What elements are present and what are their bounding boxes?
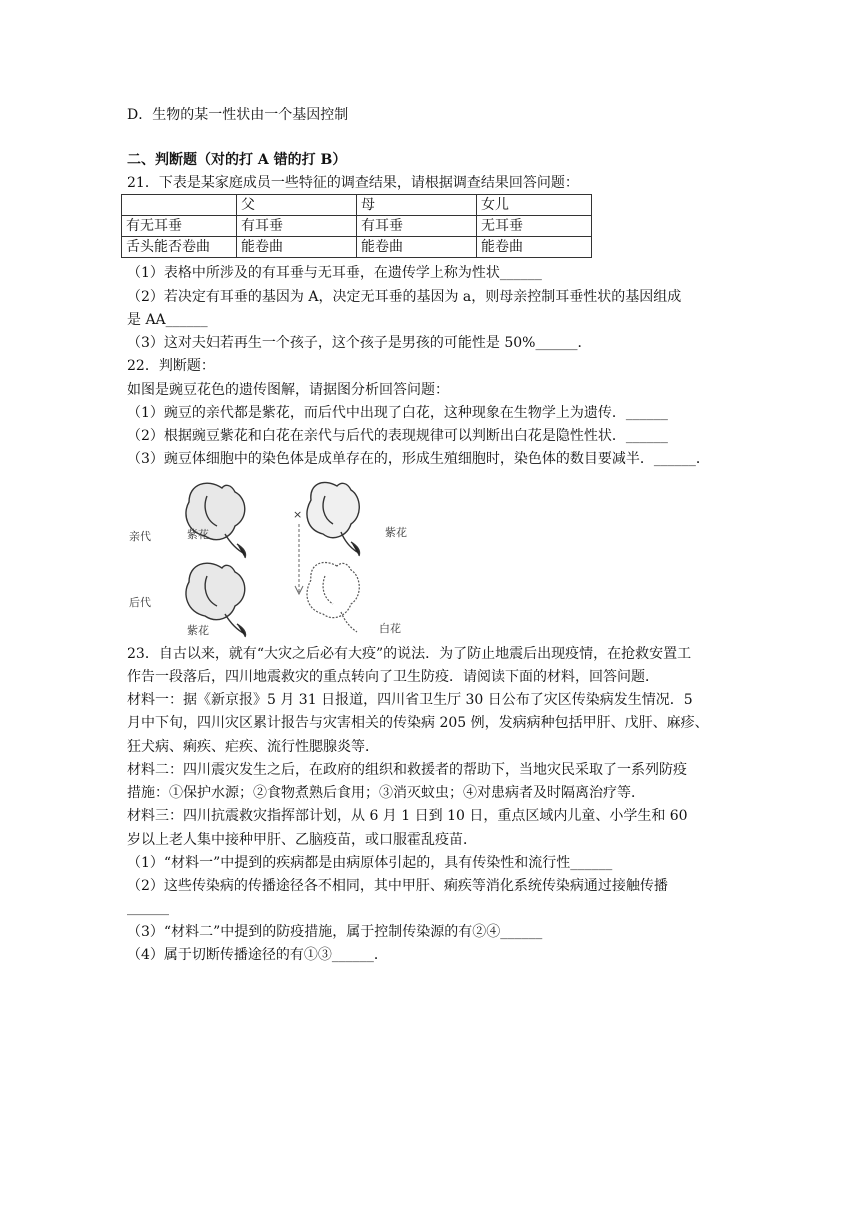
question-23-item-1: （1）“材料一”中提到的疾病都是由病原体引起的，具有传染性和流行性______: [127, 855, 613, 871]
parent-right-purple-label: 紫花: [385, 526, 407, 539]
question-21-stem: 21．下表是某家庭成员一些特征的调查结果，请根据调查结果回答问题：: [127, 175, 579, 191]
table-cell: 有无耳垂: [122, 216, 237, 237]
question-22-item-2: （2）根据豌豆紫花和白花在亲代与后代的表现规律可以判断出白花是隐性性状．______: [127, 428, 668, 444]
material-2-line-2: 措施：①保护水源；②食物煮熟后食用；③消灭蚊虫；④对患病者及时隔离治疗等．: [127, 785, 645, 801]
table-cell: 有耳垂: [357, 216, 477, 237]
question-22-item-3: （3）豌豆体细胞中的染色体是成单存在的，形成生殖细胞时，染色体的数目要减半．______．: [127, 451, 710, 467]
question-22-stem: 22．判断题：: [127, 358, 215, 374]
cross-symbol: ×: [293, 508, 303, 521]
question-21-item-3: （3）这对夫妇若再生一个孩子，这个孩子是男孩的可能性是 50%______．: [127, 335, 592, 351]
table-header-cell: 父: [237, 195, 357, 216]
table-header-cell: 母: [357, 195, 477, 216]
offspring-purple-label: 紫花: [187, 624, 209, 637]
question-23-line-2: 作告一段落后，四川地震救灾的重点转向了卫生防疫．请阅读下面的材料，回答问题．: [127, 669, 659, 685]
question-23-item-4: （4）属于切断传播途径的有①③______．: [127, 947, 388, 963]
question-23-line-1: 23．自古以来，就有“大灾之后必有大疫”的说法．为了防止地震后出现疫情，在抢救安置工: [127, 646, 692, 662]
question-21-item-2-line-1: （2）若决定有耳垂的基因为 A，决定无耳垂的基因为 a，则母亲控制耳垂性状的基因组成: [127, 289, 682, 305]
table-header-cell: [122, 195, 237, 216]
purple-flower-parent-right-icon: [307, 482, 360, 556]
question-23-item-2-line-1: （2）这些传染病的传播途径各不相同，其中甲肝、痢疾等消化系统传染病通过接触传播: [127, 878, 668, 894]
pea-flower-inheritance-figure: [127, 474, 409, 638]
question-23-item-3: （3）“材料二”中提到的防疫措施，属于控制传染源的有②④______: [127, 924, 543, 940]
parent-left-purple-label: 紫花: [187, 528, 209, 541]
table-cell: 能卷曲: [237, 237, 357, 258]
parent-generation-label: 亲代: [129, 530, 151, 543]
table-cell: 能卷曲: [357, 237, 477, 258]
material-1-line-3: 狂犬病、痢疾、疟疾、流行性腮腺炎等．: [127, 739, 379, 755]
question-20-option-d: D．生物的某一性状由一个基因控制: [127, 107, 349, 123]
material-1-line-1: 材料一：据《新京报》5 月 31 日报道，四川省卫生厅 30 日公布了灾区传染病发生情况．5: [127, 692, 693, 708]
material-2-line-1: 材料二：四川震灾发生之后，在政府的组织和救援者的帮助下，当地灾民采取了一系列防疫: [127, 762, 687, 778]
offspring-white-label: 白花: [379, 622, 401, 635]
question-21-item-1: （1）表格中所涉及的有耳垂与无耳垂，在遗传学上称为性状______: [127, 265, 542, 281]
table-row: [122, 237, 592, 258]
question-23-item-2-line-2: ______: [127, 900, 169, 916]
material-3-line-1: 材料三：四川抗震救灾指挥部计划，从 6 月 1 日到 10 日，重点区域内儿童、小学生和 60: [127, 808, 688, 824]
table-cell: 无耳垂: [477, 216, 592, 237]
white-flower-offspring-icon: [307, 562, 359, 632]
question-22-item-1: （1）豌豆的亲代都是紫花，而后代中出现了白花，这种现象在生物学上为遗传．______: [127, 405, 668, 421]
table-cell: 有耳垂: [237, 216, 357, 237]
section-2-title: 二、判断题（对的打 A 错的打 B）: [127, 152, 347, 168]
survey-table: [121, 194, 592, 258]
question-22-intro: 如图是豌豆花色的遗传图解，请据图分析回答问题：: [127, 382, 449, 398]
table-header-row: [122, 195, 592, 216]
table-cell: 舌头能否卷曲: [122, 237, 237, 258]
table-header-cell: 女儿: [477, 195, 592, 216]
table-row: [122, 216, 592, 237]
table-cell: 能卷曲: [477, 237, 592, 258]
material-1-line-2: 月中下旬，四川灾区累计报告与灾害相关的传染病 205 例，发病病种包括甲肝、戊肝、麻疹、: [127, 715, 709, 731]
material-3-line-2: 岁以上老人集中接种甲肝、乙脑疫苗，或口服霍乱疫苗．: [127, 832, 477, 848]
question-21-item-2-line-2: 是 AA______: [127, 312, 208, 328]
offspring-generation-label: 后代: [129, 596, 151, 609]
flower-diagram-illustration: [127, 474, 409, 638]
purple-flower-parent-left-icon: [186, 483, 246, 558]
